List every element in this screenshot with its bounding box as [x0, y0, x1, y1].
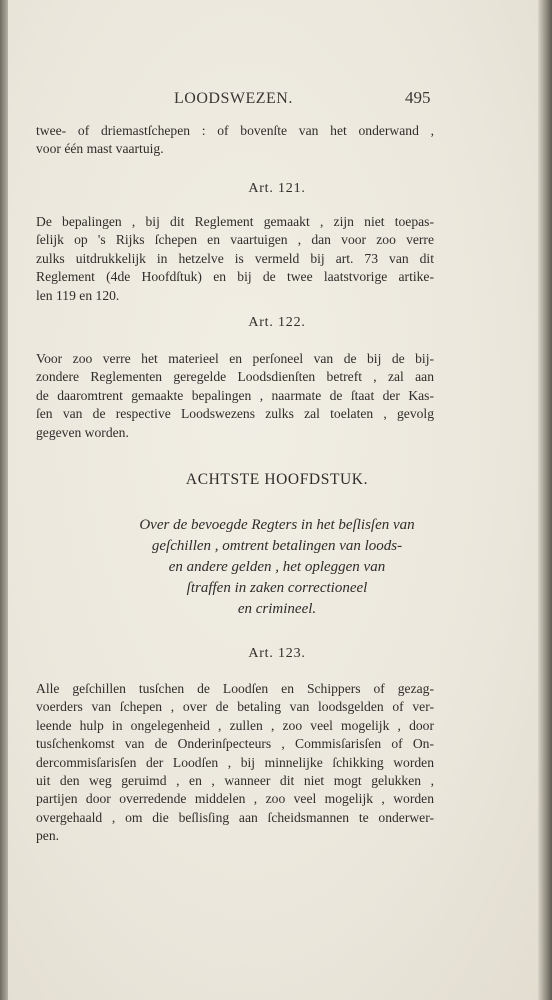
text-line: tusſchenkomst van de Onderinſpecteurs , Commisſarisſen of On-	[36, 736, 434, 752]
text-line: partijen door overredende middelen , zoo veel mogelijk , worden	[36, 791, 434, 807]
text-line: zondere Reglementen geregelde Loodsdienſten betreft , zal aan	[36, 369, 434, 385]
article-121-paragraph	[36, 213, 434, 305]
chapter-subtitle	[8, 515, 546, 620]
continuation-paragraph	[36, 122, 434, 159]
text-line: zulks uitdrukkelijk in hetzelve is vermeld bij art. 73 van dit	[36, 250, 434, 266]
article-122-paragraph	[36, 350, 434, 442]
text-line: twee- of driemastſchepen : of bovenſte van het onderwand ,	[36, 123, 434, 138]
article-123-paragraph	[36, 680, 434, 846]
article-121-heading: Art. 121.	[248, 181, 306, 196]
text-line: overgehaald , om die beſlisſing aan ſcheidsmannen te onderwer-	[36, 809, 434, 825]
text-line: dercommisſarisſen der Loodſen , bij minnelijke ſchikking worden	[36, 754, 434, 770]
text-line: ſelijk op 's Rijks ſchepen en vaartuigen , dan voor zoo verre	[36, 232, 434, 248]
text-line: Alle geſchillen tusſchen de Loodſen en Schippers of gezag-	[36, 681, 434, 696]
article-123-heading: Art. 123.	[248, 646, 306, 661]
page-number: 495	[405, 88, 431, 107]
text-line: Voor zoo verre het materieel en perſoneel van de bij de bij-	[36, 351, 434, 366]
subtitle-line: ſtraffen in zaken correctioneel	[186, 580, 368, 596]
subtitle-line: geſchillen , omtrent betalingen van loods-	[151, 538, 403, 554]
subtitle-line: Over de bevoegde Regters in het beſlisſen van	[139, 517, 415, 533]
scan-right-edge	[538, 0, 552, 1000]
text-line: De bepalingen , bij dit Reglement gemaakt , zijn niet toepas-	[36, 214, 434, 229]
text-line: pen.	[36, 828, 60, 844]
text-line: gegeven worden.	[36, 424, 129, 440]
scan-left-edge	[0, 0, 8, 1000]
book-page	[8, 0, 538, 1000]
article-122-heading: Art. 122.	[248, 315, 306, 330]
subtitle-line: en crimineel.	[237, 601, 317, 617]
text-line: Reglement (4de Hoofdſtuk) en bij de twee laatstvorige artike-	[36, 269, 434, 285]
running-head: LOODSWEZEN.	[174, 90, 293, 107]
text-line: uit den weg geruimd , en , wanneer dit niet mogt gelukken ,	[36, 773, 434, 789]
text-line: voerders van ſchepen , over de betaling van loodsgelden of ver-	[36, 699, 434, 715]
text-line: ſen van de respective Loodswezens zulks zal toelaten , gevolg	[36, 406, 434, 422]
text-line: leende hulp in ongelegenheid , zullen , zoo veel mogelijk , door	[36, 717, 434, 733]
chapter-heading: ACHTSTE HOOFDSTUK.	[185, 471, 369, 488]
text-line: len 119 en 120.	[36, 287, 120, 303]
text-line: voor één mast vaartuig.	[36, 141, 164, 157]
subtitle-line: en andere gelden , het opleggen van	[168, 559, 386, 575]
text-line: de daaromtrent gemaakte bepalingen , naarmate de ſtaat der Kas-	[36, 387, 434, 403]
